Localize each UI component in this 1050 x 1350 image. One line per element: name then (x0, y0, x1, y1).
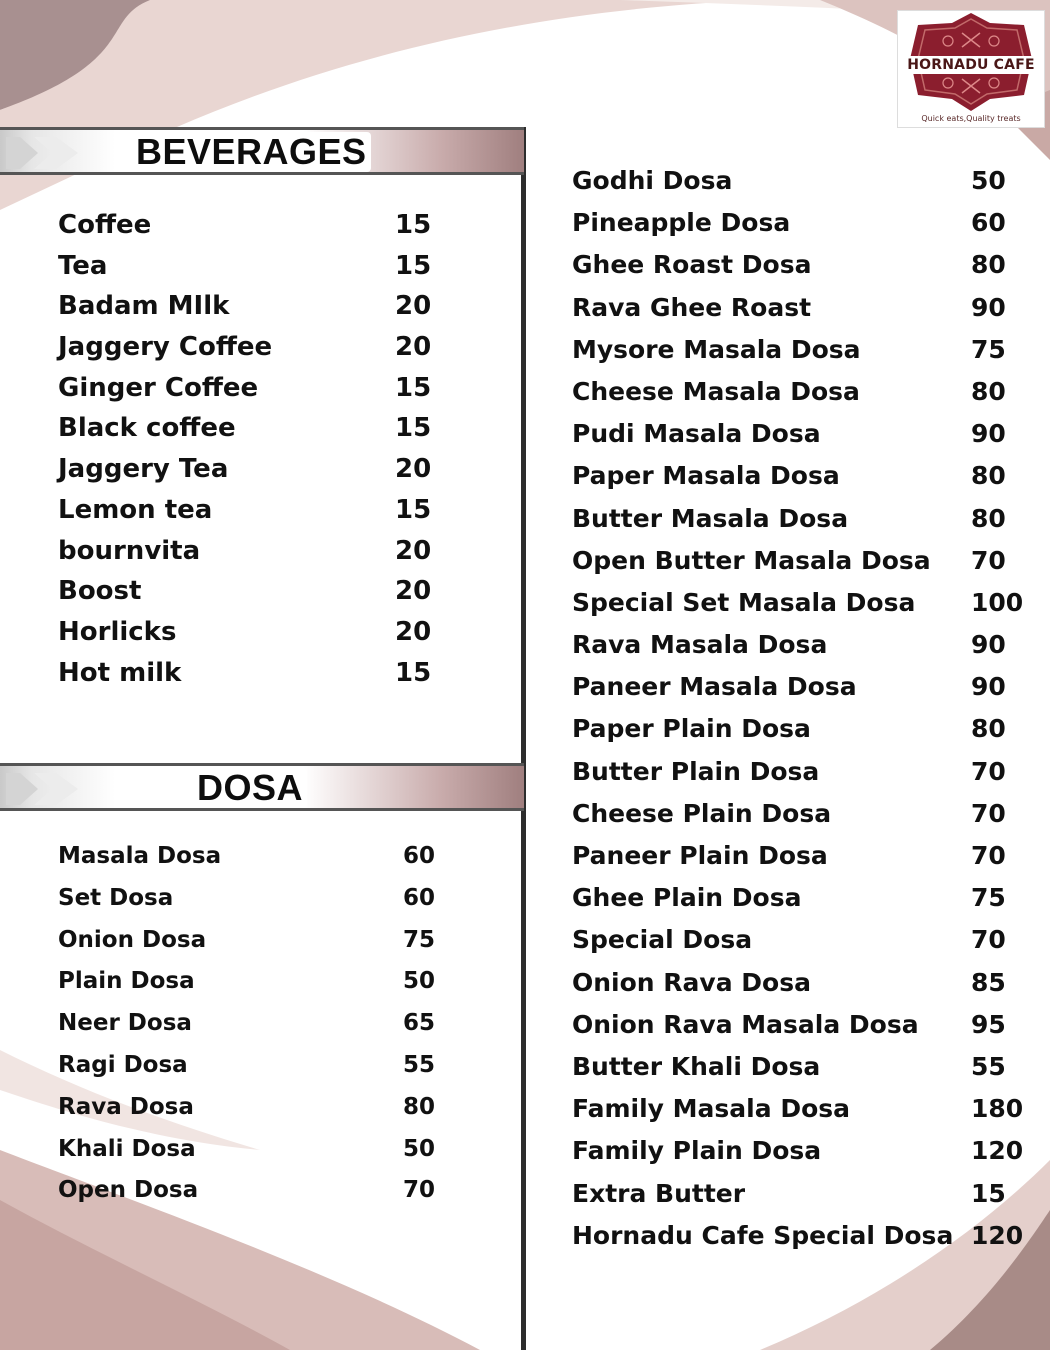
menu-item-price: 55 (403, 1051, 436, 1078)
menu-item (58, 413, 478, 454)
menu-item-price: 120 (971, 1136, 1024, 1166)
menu-item (58, 576, 478, 617)
menu-item-price: 70 (971, 756, 1006, 786)
dosa-list-right (572, 166, 1042, 1263)
menu-item (572, 714, 1042, 756)
menu-item (572, 461, 1042, 503)
menu-item (572, 968, 1042, 1010)
menu-item-price: 20 (395, 616, 432, 647)
menu-item-name: Family Masala Dosa (572, 1094, 850, 1124)
menu-item-name: Onion Rava Masala Dosa (572, 1009, 919, 1039)
dosa-banner (0, 763, 524, 811)
menu-item-price: 15 (971, 1178, 1006, 1208)
menu-item-price: 90 (971, 419, 1006, 449)
menu-item (572, 1179, 1042, 1221)
menu-item-price: 80 (971, 461, 1006, 491)
menu-item (58, 968, 478, 1010)
menu-item-price: 15 (395, 250, 432, 281)
menu-item-name: Butter Masala Dosa (572, 503, 849, 533)
menu-item-price: 20 (395, 454, 432, 485)
menu-item-price: 60 (403, 843, 436, 869)
menu-item-name: Jaggery Tea (58, 454, 229, 485)
menu-item-name: Butter Khali Dosa (572, 1051, 821, 1081)
menu-item (572, 208, 1042, 250)
menu-item (572, 504, 1042, 546)
menu-item-name: Rava Masala Dosa (572, 630, 828, 660)
menu-item (58, 1177, 478, 1219)
menu-item-name: Pineapple Dosa (572, 208, 791, 238)
menu-item-price: 80 (971, 503, 1006, 533)
menu-item-price: 20 (395, 332, 432, 363)
menu-item (572, 1052, 1042, 1094)
menu-item-price: 90 (971, 292, 1006, 322)
menu-item-name: Khali Dosa (58, 1135, 196, 1162)
menu-item-price: 60 (971, 208, 1006, 238)
menu-item-name: Special Set Masala Dosa (572, 587, 916, 617)
menu-item-price: 75 (403, 926, 436, 953)
menu-item (58, 536, 478, 577)
menu-item-name: Onion Dosa (58, 926, 207, 953)
logo-tagline: Quick eats,Quality treats (921, 114, 1021, 123)
menu-item-name: Horlicks (58, 616, 177, 647)
menu-item-name: Cheese Masala Dosa (572, 376, 860, 406)
menu-item-name: Hot milk (58, 657, 182, 688)
menu-item-price: 50 (403, 968, 436, 995)
beverages-list (58, 210, 478, 698)
menu-item-name: Boost (58, 576, 142, 607)
menu-item (58, 885, 478, 927)
banner-arrow-icon (6, 135, 86, 171)
menu-item-name: Jaggery Coffee (58, 332, 273, 363)
menu-item-price: 80 (971, 250, 1006, 280)
menu-item-name: Extra Butter (572, 1178, 746, 1208)
menu-item-name: Ghee Plain Dosa (572, 883, 802, 913)
menu-item-price: 120 (971, 1220, 1024, 1250)
menu-item-name: Ginger Coffee (58, 372, 259, 403)
menu-item (572, 293, 1042, 335)
menu-item (572, 1136, 1042, 1178)
beverages-title: BEVERAGES (132, 132, 371, 172)
menu-item-price: 180 (971, 1094, 1024, 1124)
menu-item-price: 15 (395, 657, 432, 688)
menu-item-price: 80 (971, 376, 1006, 406)
dosa-list-left (58, 843, 478, 1219)
menu-item-name: Hornadu Cafe Special Dosa (572, 1220, 954, 1250)
menu-item-name: Paneer Masala Dosa (572, 672, 857, 702)
menu-item-name: Open Butter Masala Dosa (572, 545, 931, 575)
menu-item-name: Paper Plain Dosa (572, 714, 811, 744)
menu-item (58, 617, 478, 658)
menu-item (58, 332, 478, 373)
menu-item-price: 20 (395, 535, 432, 566)
menu-item-price: 70 (403, 1177, 436, 1204)
menu-item (572, 841, 1042, 883)
menu-item (58, 1094, 478, 1136)
menu-item-name: Mysore Masala Dosa (572, 334, 861, 364)
menu-item-name: Rava Dosa (58, 1093, 194, 1120)
menu-item (572, 377, 1042, 419)
menu-item (58, 1010, 478, 1052)
menu-item-name: Special Dosa (572, 925, 753, 955)
menu-item-price: 50 (403, 1135, 436, 1162)
menu-item-price: 70 (971, 925, 1006, 955)
menu-item (572, 335, 1042, 377)
menu-item (58, 251, 478, 292)
menu-item (58, 495, 478, 536)
menu-item-name: Neer Dosa (58, 1010, 192, 1037)
menu-item-name: Paneer Plain Dosa (572, 841, 828, 870)
menu-item-name: Masala Dosa (58, 843, 222, 869)
menu-item-price: 90 (971, 672, 1006, 702)
menu-item-name: Paper Masala Dosa (572, 461, 840, 491)
menu-item-price: 80 (971, 714, 1006, 744)
menu-item (572, 419, 1042, 461)
menu-item-name: Butter Plain Dosa (572, 756, 820, 786)
dosa-title: DOSA (193, 768, 307, 808)
logo-name: HORNADU CAFE (898, 56, 1044, 74)
menu-item (58, 927, 478, 969)
menu-item (572, 1221, 1042, 1263)
menu-item-name: Plain Dosa (58, 968, 195, 995)
menu-item-price: 90 (971, 630, 1006, 660)
menu-item (58, 843, 478, 885)
menu-item-price: 70 (971, 545, 1006, 575)
menu-item-name: Pudi Masala Dosa (572, 419, 821, 449)
menu-item (572, 250, 1042, 292)
menu-item-price: 15 (395, 413, 432, 444)
menu-item-price: 15 (395, 372, 432, 403)
menu-item (572, 883, 1042, 925)
menu-item-name: bournvita (58, 535, 201, 566)
menu-item-price: 20 (395, 576, 432, 607)
menu-item-name: Tea (58, 250, 108, 281)
menu-item-name: Godhi Dosa (572, 166, 733, 195)
menu-item (572, 588, 1042, 630)
menu-item (572, 757, 1042, 799)
menu-item-name: Cheese Plain Dosa (572, 798, 832, 828)
menu-item-name: Open Dosa (58, 1177, 199, 1204)
menu-item-price: 20 (395, 291, 432, 322)
menu-item (572, 546, 1042, 588)
menu-item-name: Onion Rava Dosa (572, 967, 811, 997)
menu-item (572, 672, 1042, 714)
beverages-banner (0, 127, 524, 175)
menu-item-name: Ragi Dosa (58, 1051, 188, 1078)
menu-item-name: Black coffee (58, 413, 236, 444)
menu-item-price: 60 (403, 884, 436, 911)
menu-item-price: 15 (395, 494, 432, 525)
column-divider (521, 127, 526, 1350)
menu-item (58, 291, 478, 332)
menu-item-price: 75 (971, 334, 1006, 364)
menu-item (58, 1052, 478, 1094)
menu-item-price: 95 (971, 1009, 1006, 1039)
menu-item-price: 15 (395, 210, 432, 240)
menu-item-name: Set Dosa (58, 884, 174, 911)
menu-item (572, 166, 1042, 208)
menu-item (58, 454, 478, 495)
menu-item (58, 658, 478, 699)
menu-item-name: Rava Ghee Roast (572, 292, 812, 322)
menu-item-price: 70 (971, 841, 1006, 870)
menu-item-price: 75 (971, 883, 1006, 913)
menu-item-price: 100 (971, 587, 1024, 617)
menu-item (572, 1010, 1042, 1052)
menu-item (58, 1136, 478, 1178)
menu-item (58, 373, 478, 414)
menu-item-name: Family Plain Dosa (572, 1136, 822, 1166)
menu-item-name: Lemon tea (58, 494, 213, 525)
menu-item-price: 65 (403, 1010, 436, 1037)
menu-item-price: 70 (971, 798, 1006, 828)
menu-item (572, 630, 1042, 672)
menu-item-name: Ghee Roast Dosa (572, 250, 812, 280)
menu-item-price: 85 (971, 967, 1006, 997)
menu-item-price: 80 (403, 1093, 436, 1120)
cafe-logo (897, 10, 1045, 128)
banner-arrow-icon (6, 771, 86, 807)
menu-item (58, 210, 478, 251)
menu-item-name: Coffee (58, 210, 152, 240)
menu-item-price: 50 (971, 166, 1006, 195)
menu-item-price: 55 (971, 1051, 1006, 1081)
menu-item (572, 925, 1042, 967)
menu-item-name: Badam MIlk (58, 291, 230, 322)
menu-item (572, 799, 1042, 841)
menu-item (572, 1094, 1042, 1136)
